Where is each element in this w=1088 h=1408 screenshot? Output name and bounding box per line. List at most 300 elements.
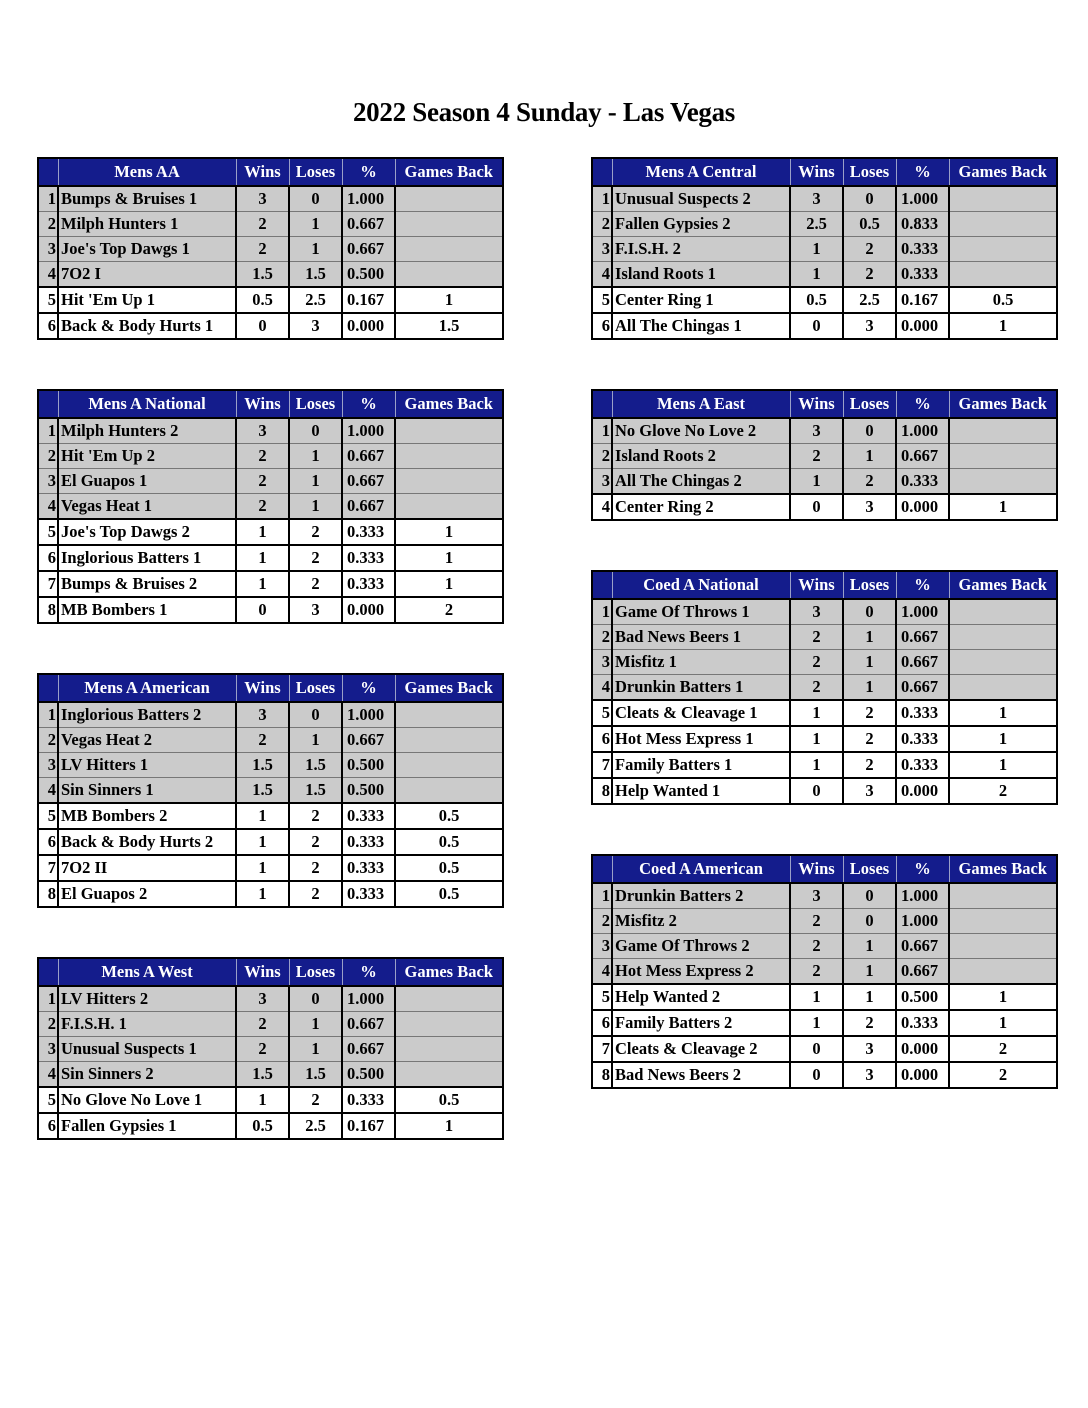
games-back-cell: 2 bbox=[949, 1036, 1057, 1062]
pct-cell: 0.333 bbox=[342, 519, 395, 545]
team-name-cell: Center Ring 2 bbox=[612, 494, 790, 520]
team-row bbox=[38, 186, 503, 212]
team-name-cell: Fallen Gypsies 2 bbox=[612, 212, 790, 237]
wins-header: Wins bbox=[790, 571, 843, 599]
rank-cell: 2 bbox=[592, 909, 612, 934]
team-row bbox=[592, 494, 1057, 520]
pct-cell: 0.333 bbox=[896, 726, 949, 752]
games-back-cell bbox=[395, 1012, 503, 1037]
rank-cell: 1 bbox=[38, 986, 58, 1012]
loses-cell: 1 bbox=[289, 728, 342, 753]
games-back-cell: 1.5 bbox=[395, 313, 503, 339]
loses-cell: 1 bbox=[843, 959, 896, 985]
games-back-header: Games Back bbox=[949, 158, 1057, 186]
team-row bbox=[592, 650, 1057, 675]
pct-cell: 0.667 bbox=[342, 1037, 395, 1062]
games-back-cell bbox=[395, 728, 503, 753]
standings-table-mens-a-east bbox=[591, 389, 1058, 521]
loses-cell: 2 bbox=[843, 262, 896, 288]
rank-header bbox=[592, 390, 612, 418]
games-back-header: Games Back bbox=[395, 390, 503, 418]
wins-cell: 3 bbox=[236, 186, 289, 212]
team-row bbox=[592, 778, 1057, 804]
rank-cell: 3 bbox=[38, 753, 58, 778]
loses-cell: 2 bbox=[289, 829, 342, 855]
pct-header: % bbox=[896, 390, 949, 418]
wins-cell: 2 bbox=[236, 1012, 289, 1037]
pct-cell: 1.000 bbox=[342, 702, 395, 728]
pct-cell: 0.333 bbox=[342, 1087, 395, 1113]
team-row bbox=[592, 909, 1057, 934]
rank-cell: 7 bbox=[592, 1036, 612, 1062]
games-back-cell bbox=[395, 1062, 503, 1088]
loses-header: Loses bbox=[843, 158, 896, 186]
loses-cell: 1 bbox=[289, 1012, 342, 1037]
rank-cell: 4 bbox=[38, 494, 58, 520]
team-row bbox=[38, 237, 503, 262]
games-back-cell bbox=[949, 237, 1057, 262]
rank-cell: 4 bbox=[592, 494, 612, 520]
loses-cell: 2 bbox=[843, 726, 896, 752]
pct-cell: 0.000 bbox=[896, 1062, 949, 1088]
team-name-cell: Sin Sinners 2 bbox=[58, 1062, 236, 1088]
standings-table-mens-aa bbox=[37, 157, 504, 340]
games-back-cell: 0.5 bbox=[395, 803, 503, 829]
games-back-cell: 1 bbox=[949, 752, 1057, 778]
games-back-cell: 1 bbox=[949, 726, 1057, 752]
team-row bbox=[38, 313, 503, 339]
rank-cell: 1 bbox=[38, 418, 58, 444]
pct-cell: 0.333 bbox=[896, 752, 949, 778]
loses-header: Loses bbox=[289, 390, 342, 418]
pct-cell: 0.000 bbox=[896, 778, 949, 804]
pct-cell: 0.833 bbox=[896, 212, 949, 237]
loses-cell: 1 bbox=[843, 675, 896, 701]
rank-cell: 3 bbox=[38, 469, 58, 494]
team-row bbox=[38, 469, 503, 494]
wins-cell: 1 bbox=[236, 519, 289, 545]
loses-cell: 2 bbox=[289, 881, 342, 907]
team-row bbox=[592, 212, 1057, 237]
team-name-cell: Cleats & Cleavage 2 bbox=[612, 1036, 790, 1062]
team-row bbox=[38, 519, 503, 545]
team-row bbox=[592, 287, 1057, 313]
wins-cell: 1.5 bbox=[236, 778, 289, 804]
team-row bbox=[592, 883, 1057, 909]
loses-cell: 1 bbox=[289, 469, 342, 494]
header-row bbox=[38, 158, 503, 186]
team-row bbox=[38, 1062, 503, 1088]
team-name-cell: F.I.S.H. 1 bbox=[58, 1012, 236, 1037]
pct-cell: 0.667 bbox=[896, 675, 949, 701]
pct-cell: 0.333 bbox=[342, 571, 395, 597]
team-row bbox=[592, 313, 1057, 339]
wins-cell: 1 bbox=[790, 700, 843, 726]
team-row bbox=[38, 778, 503, 804]
pct-cell: 0.333 bbox=[896, 469, 949, 495]
rank-cell: 5 bbox=[38, 803, 58, 829]
team-name-cell: Vegas Heat 1 bbox=[58, 494, 236, 520]
pct-cell: 0.333 bbox=[896, 1010, 949, 1036]
team-name-cell: Inglorious Batters 2 bbox=[58, 702, 236, 728]
rank-cell: 8 bbox=[38, 881, 58, 907]
team-name-cell: MB Bombers 1 bbox=[58, 597, 236, 623]
team-row bbox=[592, 959, 1057, 985]
games-back-header: Games Back bbox=[395, 158, 503, 186]
team-name-cell: Bumps & Bruises 2 bbox=[58, 571, 236, 597]
rank-cell: 5 bbox=[38, 1087, 58, 1113]
loses-header: Loses bbox=[843, 390, 896, 418]
games-back-cell: 1 bbox=[395, 545, 503, 571]
team-row bbox=[592, 675, 1057, 701]
header-row bbox=[38, 958, 503, 986]
loses-cell: 0 bbox=[289, 986, 342, 1012]
team-row bbox=[38, 494, 503, 520]
team-name-cell: Vegas Heat 2 bbox=[58, 728, 236, 753]
loses-header: Loses bbox=[289, 958, 342, 986]
wins-cell: 1.5 bbox=[236, 262, 289, 288]
team-row bbox=[38, 753, 503, 778]
team-name-cell: Misfitz 1 bbox=[612, 650, 790, 675]
pct-header: % bbox=[896, 158, 949, 186]
team-name-cell: F.I.S.H. 2 bbox=[612, 237, 790, 262]
pct-cell: 0.167 bbox=[342, 1113, 395, 1139]
rank-cell: 1 bbox=[592, 418, 612, 444]
pct-cell: 0.667 bbox=[342, 494, 395, 520]
rank-header bbox=[38, 390, 58, 418]
team-name-cell: Hot Mess Express 2 bbox=[612, 959, 790, 985]
rank-cell: 6 bbox=[38, 829, 58, 855]
wins-cell: 1.5 bbox=[236, 753, 289, 778]
standings-table-mens-a-national bbox=[37, 389, 504, 624]
loses-cell: 2 bbox=[843, 752, 896, 778]
standings-table-coed-a-national bbox=[591, 570, 1058, 805]
wins-cell: 2 bbox=[790, 675, 843, 701]
wins-cell: 2 bbox=[236, 1037, 289, 1062]
games-back-cell bbox=[395, 469, 503, 494]
loses-cell: 0 bbox=[843, 909, 896, 934]
games-back-cell bbox=[395, 986, 503, 1012]
pct-cell: 0.333 bbox=[342, 881, 395, 907]
team-row bbox=[38, 1087, 503, 1113]
games-back-cell: 0.5 bbox=[395, 881, 503, 907]
team-name-cell: Milph Hunters 2 bbox=[58, 418, 236, 444]
rank-cell: 1 bbox=[38, 186, 58, 212]
rank-header bbox=[38, 158, 58, 186]
games-back-cell: 1 bbox=[395, 1113, 503, 1139]
team-row bbox=[38, 571, 503, 597]
loses-cell: 3 bbox=[843, 1062, 896, 1088]
pct-cell: 1.000 bbox=[896, 186, 949, 212]
team-row bbox=[38, 829, 503, 855]
games-back-cell: 1 bbox=[949, 313, 1057, 339]
team-name-cell: Sin Sinners 1 bbox=[58, 778, 236, 804]
games-back-cell bbox=[395, 262, 503, 288]
wins-cell: 3 bbox=[236, 986, 289, 1012]
loses-header: Loses bbox=[289, 674, 342, 702]
rank-cell: 5 bbox=[38, 287, 58, 313]
team-name-cell: Drunkin Batters 2 bbox=[612, 883, 790, 909]
loses-cell: 2 bbox=[289, 855, 342, 881]
team-row bbox=[38, 1012, 503, 1037]
wins-cell: 0.5 bbox=[236, 287, 289, 313]
pct-cell: 0.667 bbox=[896, 934, 949, 959]
team-row bbox=[592, 700, 1057, 726]
games-back-cell: 1 bbox=[395, 571, 503, 597]
pct-header: % bbox=[342, 958, 395, 986]
pct-cell: 0.333 bbox=[896, 237, 949, 262]
loses-cell: 0.5 bbox=[843, 212, 896, 237]
division-name: Mens A National bbox=[58, 390, 236, 418]
wins-cell: 1 bbox=[790, 469, 843, 495]
pct-cell: 1.000 bbox=[342, 986, 395, 1012]
team-row bbox=[592, 418, 1057, 444]
loses-cell: 3 bbox=[843, 778, 896, 804]
team-row bbox=[38, 855, 503, 881]
loses-header: Loses bbox=[289, 158, 342, 186]
loses-cell: 3 bbox=[843, 313, 896, 339]
wins-cell: 1 bbox=[790, 237, 843, 262]
rank-cell: 5 bbox=[592, 287, 612, 313]
loses-cell: 1 bbox=[843, 984, 896, 1010]
standings-table-mens-a-central bbox=[591, 157, 1058, 340]
team-row bbox=[592, 984, 1057, 1010]
rank-cell: 4 bbox=[592, 675, 612, 701]
loses-cell: 0 bbox=[289, 418, 342, 444]
games-back-cell bbox=[395, 1037, 503, 1062]
team-name-cell: No Glove No Love 1 bbox=[58, 1087, 236, 1113]
pct-cell: 1.000 bbox=[896, 599, 949, 625]
games-back-cell bbox=[395, 186, 503, 212]
games-back-cell bbox=[395, 702, 503, 728]
team-row bbox=[592, 726, 1057, 752]
loses-cell: 0 bbox=[289, 702, 342, 728]
pct-cell: 0.667 bbox=[342, 237, 395, 262]
team-name-cell: Fallen Gypsies 1 bbox=[58, 1113, 236, 1139]
games-back-cell bbox=[949, 444, 1057, 469]
pct-cell: 0.000 bbox=[342, 597, 395, 623]
pct-cell: 1.000 bbox=[896, 883, 949, 909]
team-row bbox=[38, 1037, 503, 1062]
games-back-cell: 2 bbox=[949, 778, 1057, 804]
loses-cell: 1 bbox=[289, 212, 342, 237]
division-name: Mens A Central bbox=[612, 158, 790, 186]
wins-cell: 0.5 bbox=[236, 1113, 289, 1139]
loses-cell: 3 bbox=[843, 1036, 896, 1062]
games-back-cell bbox=[949, 212, 1057, 237]
rank-cell: 2 bbox=[592, 212, 612, 237]
team-row bbox=[38, 881, 503, 907]
team-name-cell: Drunkin Batters 1 bbox=[612, 675, 790, 701]
games-back-cell bbox=[949, 959, 1057, 985]
wins-header: Wins bbox=[790, 390, 843, 418]
pct-cell: 0.000 bbox=[896, 494, 949, 520]
games-back-cell bbox=[395, 418, 503, 444]
loses-cell: 2 bbox=[289, 545, 342, 571]
pct-cell: 1.000 bbox=[342, 186, 395, 212]
games-back-header: Games Back bbox=[395, 674, 503, 702]
rank-cell: 5 bbox=[592, 700, 612, 726]
wins-cell: 1 bbox=[236, 855, 289, 881]
loses-cell: 1 bbox=[289, 494, 342, 520]
team-row bbox=[38, 262, 503, 288]
wins-cell: 2 bbox=[790, 909, 843, 934]
rank-cell: 8 bbox=[592, 778, 612, 804]
pct-cell: 0.333 bbox=[342, 829, 395, 855]
header-row bbox=[592, 390, 1057, 418]
team-name-cell: Island Roots 1 bbox=[612, 262, 790, 288]
wins-cell: 2 bbox=[790, 934, 843, 959]
pct-cell: 0.667 bbox=[342, 444, 395, 469]
pct-header: % bbox=[896, 571, 949, 599]
team-name-cell: Family Batters 1 bbox=[612, 752, 790, 778]
division-name: Mens A American bbox=[58, 674, 236, 702]
team-row bbox=[38, 287, 503, 313]
team-row bbox=[592, 469, 1057, 495]
games-back-cell: 1 bbox=[949, 700, 1057, 726]
team-name-cell: All The Chingas 1 bbox=[612, 313, 790, 339]
wins-cell: 0 bbox=[236, 313, 289, 339]
loses-cell: 0 bbox=[289, 186, 342, 212]
games-back-cell bbox=[949, 675, 1057, 701]
team-name-cell: El Guapos 2 bbox=[58, 881, 236, 907]
loses-header: Loses bbox=[843, 855, 896, 883]
header-row bbox=[592, 158, 1057, 186]
games-back-header: Games Back bbox=[949, 571, 1057, 599]
wins-cell: 2 bbox=[790, 625, 843, 650]
wins-cell: 0 bbox=[236, 597, 289, 623]
pct-header: % bbox=[342, 674, 395, 702]
team-name-cell: All The Chingas 2 bbox=[612, 469, 790, 495]
pct-cell: 0.167 bbox=[896, 287, 949, 313]
games-back-cell bbox=[949, 469, 1057, 495]
team-name-cell: 7O2 II bbox=[58, 855, 236, 881]
wins-cell: 2 bbox=[236, 494, 289, 520]
team-row bbox=[38, 702, 503, 728]
team-name-cell: Family Batters 2 bbox=[612, 1010, 790, 1036]
team-row bbox=[592, 752, 1057, 778]
games-back-header: Games Back bbox=[395, 958, 503, 986]
rank-cell: 8 bbox=[592, 1062, 612, 1088]
loses-cell: 2 bbox=[289, 571, 342, 597]
team-row bbox=[592, 1010, 1057, 1036]
team-row bbox=[592, 186, 1057, 212]
games-back-cell: 1 bbox=[395, 287, 503, 313]
team-row bbox=[38, 418, 503, 444]
rank-cell: 7 bbox=[592, 752, 612, 778]
team-name-cell: Game Of Throws 2 bbox=[612, 934, 790, 959]
rank-cell: 3 bbox=[38, 237, 58, 262]
games-back-header: Games Back bbox=[949, 855, 1057, 883]
rank-header bbox=[38, 674, 58, 702]
games-back-cell bbox=[395, 444, 503, 469]
games-back-cell bbox=[949, 625, 1057, 650]
loses-cell: 1 bbox=[843, 650, 896, 675]
rank-cell: 3 bbox=[592, 650, 612, 675]
wins-cell: 1 bbox=[236, 545, 289, 571]
team-row bbox=[592, 1036, 1057, 1062]
team-name-cell: Joe's Top Dawgs 1 bbox=[58, 237, 236, 262]
header-row bbox=[38, 390, 503, 418]
division-name: Mens A East bbox=[612, 390, 790, 418]
rank-cell: 2 bbox=[592, 625, 612, 650]
rank-cell: 3 bbox=[592, 237, 612, 262]
division-name: Mens A West bbox=[58, 958, 236, 986]
team-name-cell: Bad News Beers 1 bbox=[612, 625, 790, 650]
rank-cell: 6 bbox=[38, 1113, 58, 1139]
pct-cell: 0.167 bbox=[342, 287, 395, 313]
wins-cell: 2 bbox=[236, 728, 289, 753]
wins-cell: 1 bbox=[236, 571, 289, 597]
team-name-cell: LV Hitters 1 bbox=[58, 753, 236, 778]
pct-cell: 0.667 bbox=[896, 444, 949, 469]
games-back-cell bbox=[395, 237, 503, 262]
rank-cell: 3 bbox=[592, 934, 612, 959]
rank-cell: 3 bbox=[38, 1037, 58, 1062]
team-name-cell: Joe's Top Dawgs 2 bbox=[58, 519, 236, 545]
pct-cell: 0.000 bbox=[342, 313, 395, 339]
rank-cell: 6 bbox=[38, 545, 58, 571]
loses-cell: 3 bbox=[289, 313, 342, 339]
team-name-cell: El Guapos 1 bbox=[58, 469, 236, 494]
wins-cell: 3 bbox=[790, 599, 843, 625]
games-back-cell bbox=[949, 599, 1057, 625]
team-row bbox=[38, 803, 503, 829]
wins-cell: 1 bbox=[790, 726, 843, 752]
games-back-cell bbox=[949, 650, 1057, 675]
team-row bbox=[38, 597, 503, 623]
wins-cell: 2 bbox=[236, 444, 289, 469]
pct-cell: 0.333 bbox=[342, 803, 395, 829]
pct-cell: 0.667 bbox=[896, 650, 949, 675]
pct-cell: 0.500 bbox=[896, 984, 949, 1010]
team-row bbox=[592, 262, 1057, 288]
standings-table-coed-a-american bbox=[591, 854, 1058, 1089]
page-title: 2022 Season 4 Sunday - Las Vegas bbox=[352, 97, 736, 127]
loses-cell: 1 bbox=[289, 444, 342, 469]
games-back-cell: 0.5 bbox=[395, 1087, 503, 1113]
team-name-cell: Cleats & Cleavage 1 bbox=[612, 700, 790, 726]
wins-header: Wins bbox=[790, 855, 843, 883]
team-name-cell: Bad News Beers 2 bbox=[612, 1062, 790, 1088]
header-row bbox=[38, 674, 503, 702]
team-row bbox=[38, 986, 503, 1012]
wins-cell: 1 bbox=[790, 984, 843, 1010]
rank-cell: 4 bbox=[592, 959, 612, 985]
pct-cell: 0.667 bbox=[896, 625, 949, 650]
team-name-cell: Island Roots 2 bbox=[612, 444, 790, 469]
team-name-cell: Center Ring 1 bbox=[612, 287, 790, 313]
team-name-cell: MB Bombers 2 bbox=[58, 803, 236, 829]
wins-cell: 1 bbox=[790, 1010, 843, 1036]
team-row bbox=[592, 237, 1057, 262]
loses-cell: 1.5 bbox=[289, 778, 342, 804]
wins-cell: 0 bbox=[790, 1062, 843, 1088]
team-row bbox=[38, 1113, 503, 1139]
rank-cell: 1 bbox=[592, 186, 612, 212]
division-name: Coed A National bbox=[612, 571, 790, 599]
games-back-cell bbox=[395, 753, 503, 778]
rank-cell: 2 bbox=[38, 444, 58, 469]
pct-cell: 0.667 bbox=[342, 1012, 395, 1037]
loses-cell: 3 bbox=[843, 494, 896, 520]
loses-cell: 1.5 bbox=[289, 753, 342, 778]
games-back-cell bbox=[395, 494, 503, 520]
rank-cell: 2 bbox=[38, 728, 58, 753]
loses-cell: 0 bbox=[843, 599, 896, 625]
team-row bbox=[592, 444, 1057, 469]
team-row bbox=[38, 728, 503, 753]
